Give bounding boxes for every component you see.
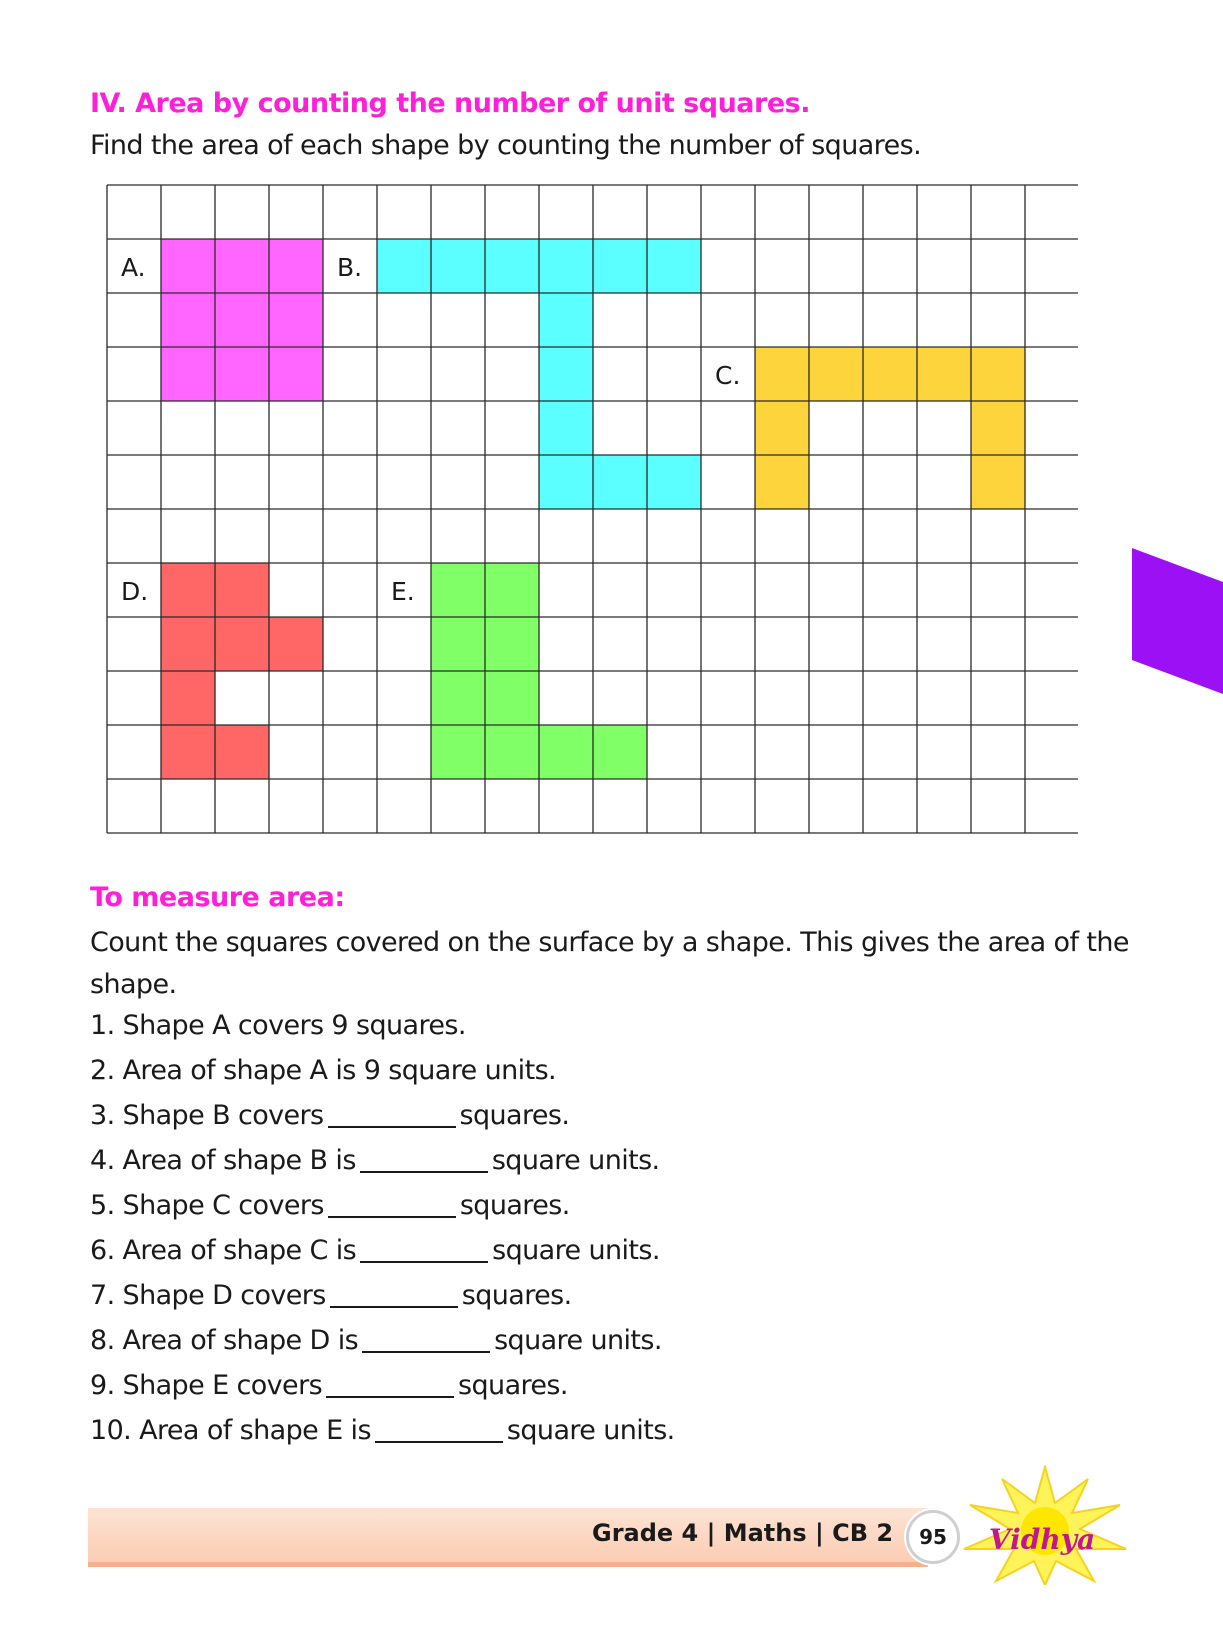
shape-d-cell — [161, 563, 215, 617]
shape-b-cell — [377, 239, 431, 293]
svg-text:Vidhya: Vidhya — [988, 1523, 1096, 1556]
shape-b-cell — [647, 239, 701, 293]
shape-b-cell — [539, 347, 593, 401]
question-suffix: squares. — [459, 1100, 570, 1131]
shape-b-cell — [539, 401, 593, 455]
shape-e-cell — [485, 671, 539, 725]
shape-a-cell — [215, 347, 269, 401]
shape-e-cell — [431, 617, 485, 671]
answer-blank[interactable] — [360, 1145, 488, 1173]
section-title: IV. Area by counting the number of unit squares. — [90, 88, 810, 119]
question-item — [90, 1010, 675, 1055]
question-suffix: square units. — [492, 1235, 660, 1266]
question-text: 1. Shape A covers 9 squares. — [90, 1010, 466, 1041]
question-text: 8. Area of shape D is — [90, 1325, 359, 1356]
shape-b-cell — [593, 455, 647, 509]
shape-b-cell — [539, 239, 593, 293]
answer-blank[interactable] — [328, 1190, 456, 1218]
shape-d-cell — [161, 725, 215, 779]
shape-a-cell — [269, 347, 323, 401]
shape-a-cell — [269, 293, 323, 347]
shape-d-cell — [215, 725, 269, 779]
shape-e-cell — [485, 563, 539, 617]
question-suffix: squares. — [461, 1280, 572, 1311]
shape-c-cell — [863, 347, 917, 401]
vidhya-logo — [960, 1465, 1130, 1585]
shape-b-cell — [593, 239, 647, 293]
instruction-text: Find the area of each shape by counting the number of squares. — [90, 130, 922, 161]
shape-c-cell — [917, 347, 971, 401]
shape-e-cell — [431, 563, 485, 617]
answer-blank[interactable] — [326, 1370, 454, 1398]
shape-d-cell — [215, 563, 269, 617]
question-list — [90, 1010, 675, 1460]
shape-b-cell — [485, 239, 539, 293]
shape-a-cell — [161, 239, 215, 293]
measure-area-heading: To measure area: — [90, 882, 345, 913]
question-text: 2. Area of shape A is 9 square units. — [90, 1055, 557, 1086]
question-text: 9. Shape E covers — [90, 1370, 323, 1401]
question-item — [90, 1370, 675, 1415]
shape-c-cell — [755, 347, 809, 401]
question-item — [90, 1055, 675, 1100]
question-text: 6. Area of shape C is — [90, 1235, 357, 1266]
side-tab-marker — [1132, 548, 1223, 694]
question-text: 5. Shape C covers — [90, 1190, 324, 1221]
shape-c-cell — [755, 455, 809, 509]
question-suffix: squares. — [458, 1370, 568, 1401]
shape-label: C. — [715, 361, 741, 390]
shape-d-cell — [161, 671, 215, 725]
shape-e-cell — [431, 671, 485, 725]
shape-b-cell — [431, 239, 485, 293]
shape-label: B. — [337, 253, 363, 282]
shape-label: D. — [121, 577, 149, 606]
shape-e-cell — [593, 725, 647, 779]
shape-c-cell — [971, 455, 1025, 509]
question-text: 10. Area of shape E is — [90, 1415, 371, 1446]
answer-blank[interactable] — [362, 1325, 490, 1353]
shape-a-cell — [215, 239, 269, 293]
shape-c-cell — [809, 347, 863, 401]
shape-d-cell — [269, 617, 323, 671]
measure-area-explanation: Count the squares covered on the surface by a shape. This gives the area of the shape. — [90, 927, 1129, 1000]
question-suffix: square units. — [491, 1145, 660, 1176]
footer-book-info: Grade 4 | Maths | CB 2 — [592, 1519, 894, 1547]
shape-c-cell — [755, 401, 809, 455]
shape-c-cell — [971, 401, 1025, 455]
shape-label: A. — [121, 253, 146, 282]
unit-square-grid — [106, 184, 1078, 836]
shape-e-cell — [485, 725, 539, 779]
shape-c-cell — [971, 347, 1025, 401]
question-suffix: square units. — [494, 1325, 662, 1356]
shape-d-cell — [161, 617, 215, 671]
answer-blank[interactable] — [360, 1235, 488, 1263]
shape-a-cell — [269, 239, 323, 293]
shape-e-cell — [485, 617, 539, 671]
question-item — [90, 1280, 675, 1325]
question-item — [90, 1325, 675, 1370]
question-item — [90, 1235, 675, 1280]
shape-a-cell — [215, 293, 269, 347]
question-text: 7. Shape D covers — [90, 1280, 326, 1311]
shape-b-cell — [539, 455, 593, 509]
page-number: 95 — [906, 1510, 960, 1564]
shape-e-cell — [539, 725, 593, 779]
shape-b-cell — [647, 455, 701, 509]
answer-blank[interactable] — [328, 1100, 456, 1128]
shape-a-cell — [161, 293, 215, 347]
footer-underline — [88, 1562, 928, 1567]
question-text: 3. Shape B covers — [90, 1100, 324, 1131]
question-item — [90, 1415, 675, 1460]
answer-blank[interactable] — [375, 1415, 503, 1443]
answer-blank[interactable] — [330, 1280, 458, 1308]
question-item — [90, 1100, 675, 1145]
shape-e-cell — [431, 725, 485, 779]
shape-a-cell — [161, 347, 215, 401]
question-text: 4. Area of shape B is — [90, 1145, 356, 1176]
question-suffix: square units. — [506, 1415, 675, 1446]
shape-b-cell — [539, 293, 593, 347]
question-suffix: squares. — [459, 1190, 570, 1221]
shape-d-cell — [215, 617, 269, 671]
question-item — [90, 1190, 675, 1235]
question-item — [90, 1145, 675, 1190]
shape-label: E. — [391, 577, 415, 606]
